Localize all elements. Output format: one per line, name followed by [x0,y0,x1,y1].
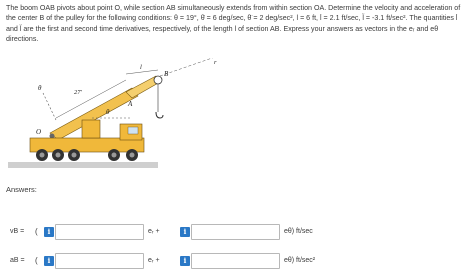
acceleration-answer-row [8,251,458,271]
dimension-27-label: 27' [74,89,82,96]
l-label: l [140,64,142,71]
hook [156,112,163,118]
problem-statement [6,3,462,45]
reference-line [43,93,56,120]
velocity-er-info-icon[interactable]: i [44,227,54,237]
cab-window [128,127,138,134]
velocity-etheta-unit: eθ) ft/sec [284,228,313,235]
point-a-label: A [128,100,133,108]
pivot-o-label: O [36,128,42,136]
answers-heading: Answers: [6,185,37,194]
theta-left-label: θ [38,84,42,92]
r-direction-line [160,58,218,76]
problem-conditions: θ = 19°, θ̇ = 6 deg/sec, θ̈ = 2 deg/sec², l = 6 ft, l̇ = 2.1 ft/sec, l̈ = -3.1 ft/sec². [174,14,410,23]
velocity-etheta-info-icon[interactable]: i [180,227,190,237]
velocity-er-input[interactable] [55,224,144,240]
ground [8,162,158,168]
velocity-er-unit: eᵣ + [148,228,160,235]
truck-housing [82,120,100,138]
acceleration-er-input[interactable] [55,253,144,269]
acceleration-open-paren: ( [35,256,38,265]
point-b-label: B [164,70,169,78]
velocity-open-paren: ( [35,227,38,236]
velocity-answer-row [8,222,458,242]
acceleration-label: aB = [10,257,25,264]
velocity-label: vB = [10,228,25,235]
acceleration-er-unit: eᵣ + [148,257,160,264]
acceleration-etheta-unit: eθ) ft/sec² [284,257,316,264]
r-label: r [214,59,217,66]
velocity-etheta-input[interactable] [191,224,280,240]
problem-instructions: The quantities l̇ and l̈ are the first and second time derivatives, respectively, of the length l of section AB. Express your answers as vectors in the eᵣ and eθ directions. [6,14,458,44]
pulley-b [154,76,162,84]
l-dimension-line [126,70,158,74]
boom-truck-figure [8,58,238,168]
acceleration-er-info-icon[interactable]: i [44,256,54,266]
theta-mid-label: θ [106,108,110,116]
acceleration-etheta-input[interactable] [191,253,280,269]
acceleration-etheta-info-icon[interactable]: i [180,256,190,266]
problem-intro: The boom OAB pivots about point O, while section AB simultaneously extends from within section OA. Determine the velocity and acceleration of the center B of the pulley for the following conditions: [6,4,461,23]
